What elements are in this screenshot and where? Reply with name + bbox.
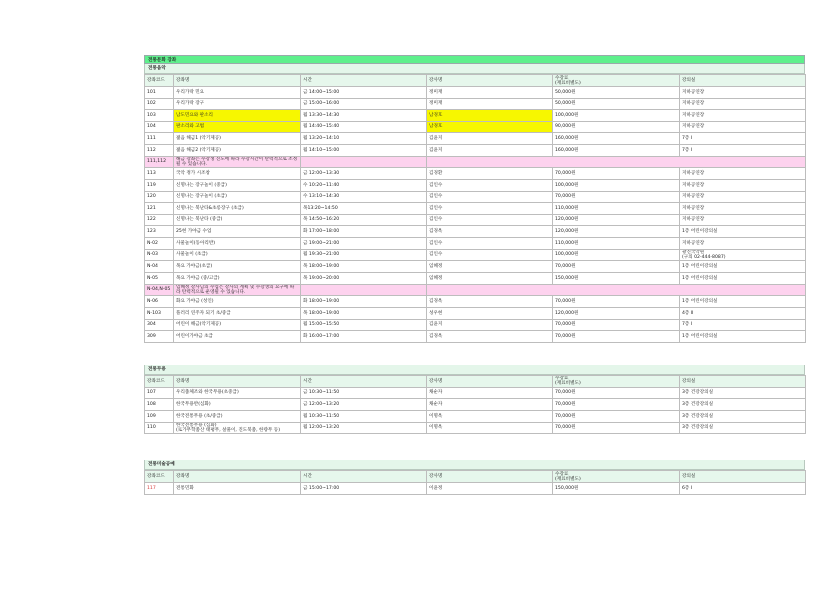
course-fee: 70,000원: [553, 296, 680, 308]
course-fee: 50,000원: [553, 98, 680, 110]
course-code: 113: [145, 168, 174, 180]
course-instructor: 김윤지: [427, 319, 553, 331]
course-code: 121: [145, 203, 174, 215]
note-row: [145, 156, 806, 168]
note-text: 임혜정 강사님의 수업은 강사의 계획 및 수강생의 요구에 따라 탄력적으로 운영될 수 있습니다.: [174, 284, 301, 296]
course-name: 플러리 연주자 되기 초/중급: [174, 307, 301, 319]
course-fee: 70,000원: [553, 331, 680, 343]
header-time: 시간: [301, 75, 427, 87]
table-row: [145, 87, 806, 99]
course-name: 신명나는 장구놀이 (초급): [174, 191, 301, 203]
table-row: [145, 110, 806, 122]
header-fee-line2: (재료비별도): [555, 80, 581, 86]
course-room: 1층 어린이강의실: [680, 226, 806, 238]
header-fee: [553, 471, 680, 483]
course-time: 월 14:40~15:40: [301, 121, 427, 133]
course-instructor: 김인수: [427, 203, 553, 215]
table-row: [145, 98, 806, 110]
course-name: [174, 422, 301, 434]
course-code: 123: [145, 226, 174, 238]
empty-cell: [427, 156, 806, 168]
course-name: 목요 가야금(초급): [174, 261, 301, 273]
course-time: 목 18:00~19:00: [301, 261, 427, 273]
course-room: 3층 건강강의실: [680, 422, 806, 434]
course-room: 지하공연장: [680, 168, 806, 180]
course-time: 수 10:20~11:40: [301, 179, 427, 191]
course-instructor: 김인수: [427, 214, 553, 226]
course-fee: 110,000원: [553, 203, 680, 215]
course-room: 3층 건강강의실: [680, 399, 806, 411]
course-instructor: 채순자: [427, 387, 553, 399]
course-name: 우리가락 장구: [174, 98, 301, 110]
course-room: 지하공연장: [680, 110, 806, 122]
table-row: [145, 331, 806, 343]
header-fee-line2: (재료비별도): [555, 476, 581, 482]
course-time: 금 15:00~16:00: [301, 98, 427, 110]
course-time: 월 19:30~21:00: [301, 249, 427, 261]
course-instructor: 채순자: [427, 399, 553, 411]
course-code: 104: [145, 121, 174, 133]
course-name: 한국무용반(심화): [174, 399, 301, 411]
table-row: [145, 237, 806, 249]
section-table: [144, 375, 806, 435]
course-instructor: 정미재: [427, 98, 553, 110]
course-name: 젊음 해금1 (악기제공): [174, 133, 301, 145]
table-header-row: [145, 375, 806, 387]
table-row: [145, 144, 806, 156]
course-name: 어린이 해금(악기제공): [174, 319, 301, 331]
course-time: 월 14:10~15:00: [301, 144, 427, 156]
table-header-row: [145, 471, 806, 483]
course-instructor: 이명옥: [427, 410, 553, 422]
course-room: 1층 어린이강의실: [680, 331, 806, 343]
header-room: 강의실: [680, 75, 806, 87]
course-time: 금 10:30~11:50: [301, 387, 427, 399]
table-row: [145, 307, 806, 319]
course-name: 신명나는 북난타 (중급): [174, 214, 301, 226]
course-fee: 90,000원: [553, 121, 680, 133]
course-time: 월 13:20~14:10: [301, 133, 427, 145]
course-code: 111: [145, 133, 174, 145]
header-fee: [553, 375, 680, 387]
course-room: 지하공연장: [680, 191, 806, 203]
course-name: 남도민요와 판소리: [174, 110, 301, 122]
course-name: 화요 가야금 (성인): [174, 296, 301, 308]
course-instructor: 남경호: [427, 121, 553, 133]
course-room: 7층 Ⅰ: [680, 133, 806, 145]
course-code: 111,112: [145, 156, 174, 168]
header-code: 강좌코드: [145, 471, 174, 483]
course-time: 목 19:00~20:00: [301, 272, 427, 284]
course-fee: 120,000원: [553, 226, 680, 238]
course-name: 우리춤체조와 한국무용(초중급): [174, 387, 301, 399]
course-fee: 100,000원: [553, 179, 680, 191]
empty-cell: [301, 284, 427, 296]
course-instructor: 김경옥: [427, 226, 553, 238]
course-room: 1층 어린이강의실: [680, 261, 806, 273]
course-room: 지하공연장: [680, 179, 806, 191]
course-instructor: 김경옥: [427, 296, 553, 308]
course-code: 112: [145, 144, 174, 156]
course-room: 지하공연장: [680, 214, 806, 226]
header-fee-line1: 수강료: [555, 75, 569, 81]
course-instructor: 성우현: [427, 307, 553, 319]
course-room-line1: 광진국악원: [682, 249, 705, 255]
course-room-line2: (구의 02-444-8087): [682, 254, 726, 260]
course-name: 목요 가야금 (중/고급): [174, 272, 301, 284]
table-row: [145, 410, 806, 422]
header-fee-line1: 수강료: [555, 471, 569, 477]
course-time: 월 13:30~14:30: [301, 110, 427, 122]
table-row: [145, 319, 806, 331]
header-code: 강좌코드: [145, 375, 174, 387]
course-time: 화 18:00~19:00: [301, 296, 427, 308]
course-room: 지하공연장: [680, 98, 806, 110]
course-code: 101: [145, 87, 174, 99]
course-name: 판소리와 고법: [174, 121, 301, 133]
course-fee: 100,000원: [553, 110, 680, 122]
table-row: [145, 272, 806, 284]
course-code: N-02: [145, 237, 174, 249]
course-fee: 150,000원: [553, 272, 680, 284]
course-name-line2: (로가무학춤산 태평무, 살풀이, 진도북춤, 한량무 등): [176, 427, 281, 433]
course-fee: 70,000원: [553, 261, 680, 273]
course-room: 1층 어린이강의실: [680, 296, 806, 308]
course-fee: 150,000원: [553, 483, 680, 495]
course-fee: 100,000원: [553, 249, 680, 261]
course-code: 102: [145, 98, 174, 110]
course-fee: 70,000원: [553, 410, 680, 422]
course-instructor: 임혜정: [427, 272, 553, 284]
course-room: 3층 건강강의실: [680, 387, 806, 399]
section-table: [144, 470, 806, 495]
course-room: 4층 Ⅱ: [680, 307, 806, 319]
header-fee-line1: 수강료: [555, 376, 569, 382]
course-time: 금 12:00~13:20: [301, 399, 427, 411]
course-instructor: 김인수: [427, 237, 553, 249]
course-code: 110: [145, 422, 174, 434]
course-code: 309: [145, 331, 174, 343]
section-title: 전통미술공예: [144, 460, 805, 470]
course-instructor: 정미재: [427, 87, 553, 99]
course-instructor: 김윤지: [427, 133, 553, 145]
course-code: 108: [145, 399, 174, 411]
table-header-row: [145, 75, 806, 87]
table-row: [145, 399, 806, 411]
course-name: 사물놀이(동아리반): [174, 237, 301, 249]
section-table: [144, 74, 806, 343]
course-code: 103: [145, 110, 174, 122]
course-instructor: 남경호: [427, 110, 553, 122]
course-room: 지하공연장: [680, 237, 806, 249]
course-fee: 120,000원: [553, 307, 680, 319]
course-room: 3층 건강강의실: [680, 410, 806, 422]
course-code: 109: [145, 410, 174, 422]
course-name: 국악 정가 시조창: [174, 168, 301, 180]
course-code: 304: [145, 319, 174, 331]
course-name: 신명나는 북난타&초롱장구 (초급): [174, 203, 301, 215]
course-time: 금 12:00~13:30: [301, 168, 427, 180]
course-name: 사물놀이 (초급): [174, 249, 301, 261]
table-row: [145, 214, 806, 226]
course-name: 25현 가야금 수업: [174, 226, 301, 238]
course-name: 전통민화: [174, 483, 301, 495]
course-room: 7층 Ⅰ: [680, 319, 806, 331]
course-time: 금 19:00~21:00: [301, 237, 427, 249]
table-row: [145, 133, 806, 145]
course-instructor: 김인수: [427, 249, 553, 261]
table-row: [145, 203, 806, 215]
course-instructor: 김인수: [427, 179, 553, 191]
header-time: 시간: [301, 471, 427, 483]
course-fee: 120,000원: [553, 214, 680, 226]
course-code: 119: [145, 179, 174, 191]
course-fee: 70,000원: [553, 399, 680, 411]
course-code: 120: [145, 191, 174, 203]
course-fee: 70,000원: [553, 319, 680, 331]
course-instructor: 김경환: [427, 168, 553, 180]
course-time: 목13:20~14:50: [301, 203, 427, 215]
course-name: 신명나는 장구놀이 (중급): [174, 179, 301, 191]
course-fee: 70,000원: [553, 422, 680, 434]
header-name: 강좌명: [174, 471, 301, 483]
course-code: N-05: [145, 272, 174, 284]
course-time: 월 12:00~13:20: [301, 422, 427, 434]
course-code: 117: [145, 483, 174, 495]
course-room: 7층 Ⅰ: [680, 144, 806, 156]
empty-cell: [301, 156, 427, 168]
course-instructor: 김경옥: [427, 331, 553, 343]
header-name: 강좌명: [174, 75, 301, 87]
course-name: 어린이가야금 초급: [174, 331, 301, 343]
course-room: 지하공연장: [680, 121, 806, 133]
table-row: [145, 121, 806, 133]
header-code: 강좌코드: [145, 75, 174, 87]
course-time: 금 14:00~15:00: [301, 87, 427, 99]
course-room: 6층 Ⅰ: [680, 483, 806, 495]
course-room: 지하공연장: [680, 87, 806, 99]
course-code: 122: [145, 214, 174, 226]
course-name-line1: 한국전통무용 (심화): [176, 422, 217, 428]
table-row: [145, 422, 806, 434]
course-name: 한국전통무용 (초/중급): [174, 410, 301, 422]
header-instructor: 강사명: [427, 75, 553, 87]
course-code: N-103: [145, 307, 174, 319]
table-row: [145, 168, 806, 180]
course-code: 107: [145, 387, 174, 399]
note-row: [145, 284, 806, 296]
course-room: [680, 249, 806, 261]
course-fee: 50,000원: [553, 87, 680, 99]
course-name: 젊음 해금2 (악기제공): [174, 144, 301, 156]
course-code: N-04,N-05: [145, 284, 174, 296]
course-instructor: 임혜정: [427, 261, 553, 273]
spreadsheet: [144, 55, 805, 495]
course-fee: 160,000원: [553, 144, 680, 156]
course-name: 우리가락 민요: [174, 87, 301, 99]
course-time: 금 15:00~17:00: [301, 483, 427, 495]
empty-cell: [427, 284, 806, 296]
header-fee: [553, 75, 680, 87]
section-title: 전통음악: [144, 64, 805, 74]
table-row: [145, 179, 806, 191]
table-row: [145, 191, 806, 203]
course-time: 목 14:50~16:20: [301, 214, 427, 226]
course-fee: 70,000원: [553, 168, 680, 180]
section-title: 전통무용: [144, 365, 805, 375]
course-room: 1층 어린이강의실: [680, 272, 806, 284]
header-instructor: 강사명: [427, 471, 553, 483]
course-instructor: 김윤지: [427, 144, 553, 156]
course-fee: 70,000원: [553, 387, 680, 399]
course-instructor: 이윤정: [427, 483, 553, 495]
table-row: [145, 226, 806, 238]
table-row: [145, 296, 806, 308]
header-room: 강의실: [680, 471, 806, 483]
header-room: 강의실: [680, 375, 806, 387]
table-row: [145, 249, 806, 261]
course-fee: 110,000원: [553, 237, 680, 249]
header-time: 시간: [301, 375, 427, 387]
course-time: 월 10:30~11:50: [301, 410, 427, 422]
table-row: [145, 387, 806, 399]
course-time: 월 15:00~15:50: [301, 319, 427, 331]
table-row: [145, 261, 806, 273]
page-title: 전통문화 강좌: [144, 55, 805, 64]
course-time: 목 18:00~19:00: [301, 307, 427, 319]
course-time: 화 16:00~17:00: [301, 331, 427, 343]
note-text: 해금 강좌는 수강생 진도에 따라 수강시간이 탄력적으로 조정될 수 있습니다.: [174, 156, 301, 168]
course-instructor: 김인수: [427, 191, 553, 203]
course-code: N-04: [145, 261, 174, 273]
header-name: 강좌명: [174, 375, 301, 387]
course-room: 지하공연장: [680, 203, 806, 215]
course-code: N-06: [145, 296, 174, 308]
header-fee-line2: (재료비별도): [555, 381, 581, 387]
course-fee: 70,000원: [553, 191, 680, 203]
course-time: 화 17:00~18:00: [301, 226, 427, 238]
header-instructor: 강사명: [427, 375, 553, 387]
course-code: N-03: [145, 249, 174, 261]
course-fee: 160,000원: [553, 133, 680, 145]
table-row: [145, 483, 806, 495]
course-time: 수 13:10~14:30: [301, 191, 427, 203]
course-instructor: 이명옥: [427, 422, 553, 434]
